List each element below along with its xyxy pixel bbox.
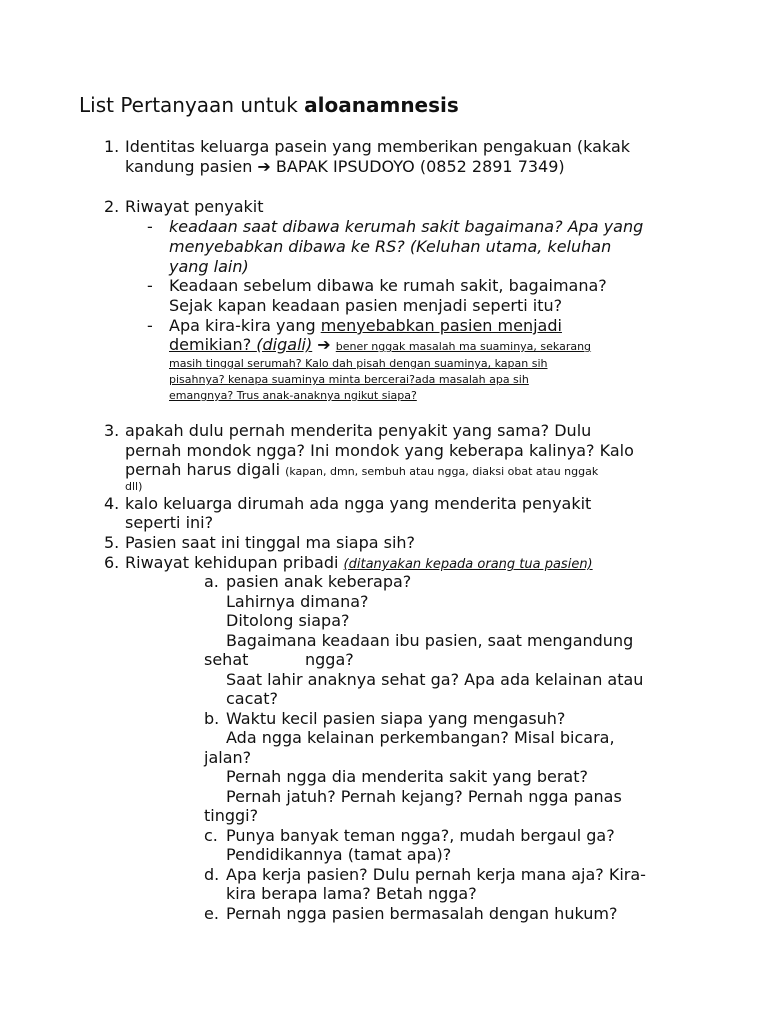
q3-line-2: pernah mondok ngga? Ini mondok yang keberapa kalinya? Kalo	[125, 441, 634, 460]
q6d-line-1: Apa kerja pasien? Dulu pernah kerja mana aja? Kira-	[226, 865, 646, 884]
title-bold: aloanamnesis	[304, 93, 459, 117]
q2-bullet-1-line-1: keadaan saat dibawa kerumah sakit bagaimana? Apa yang	[169, 217, 644, 236]
q4-line-1: kalo keluarga dirumah ada ngga yang menderita penyakit	[125, 494, 592, 513]
q6c-line-2: Pendidikannya (tamat apa)?	[226, 845, 452, 864]
q2-heading: Riwayat penyakit	[125, 197, 264, 216]
q2-bullet-2-line-1: Keadaan sebelum dibawa ke rumah sakit, bagaimana?	[169, 276, 607, 295]
q6a-line-1: pasien anak keberapa?	[226, 572, 412, 591]
q6e-line-1: Pernah ngga pasien bermasalah dengan hukum?	[226, 904, 618, 923]
q6a-line-6: Saat lahir anaknya sehat ga? Apa ada kelainan atau	[226, 670, 644, 689]
q3-line-4: dll)	[125, 480, 143, 493]
q6b-line-5: Pernah jatuh? Pernah kejang? Pernah ngga panas	[226, 787, 622, 806]
item-number-6: 6.	[104, 553, 120, 572]
q6b-line-4: Pernah ngga dia menderita sakit yang berat?	[226, 767, 588, 786]
q2-bullet-2-dash: -	[147, 276, 153, 295]
q1-line-1: Identitas keluarga pasein yang memberikan pengakuan (kakak	[125, 137, 631, 156]
q2-bullet-3-line-3: masih tinggal serumah? Kalo dah pisah dengan suaminya, kapan sih	[169, 357, 548, 370]
sub-letter-e: e.	[204, 904, 219, 923]
item-number-4: 4.	[104, 494, 120, 513]
q2-bullet-3-line-4: pisahnya? kenapa suaminya minta bercerai?ada masalah apa sih	[169, 373, 529, 386]
q5-line-1: Pasien saat ini tinggal ma siapa sih?	[125, 533, 416, 552]
q6c-line-1: Punya banyak teman ngga?, mudah bergaul ga?	[226, 826, 615, 845]
q6b-line-2: Ada ngga kelainan perkembangan? Misal bicara,	[226, 728, 615, 747]
q6a-line-5b: ngga?	[305, 650, 354, 669]
q2-bullet-1-dash: -	[147, 217, 153, 236]
q6b-line-1: Waktu kecil pasien siapa yang mengasuh?	[226, 709, 566, 728]
q2-bullet-3-dash: -	[147, 316, 153, 335]
q2-bullet-1-line-2: menyebabkan dibawa ke RS? (Keluhan utama, keluhan	[169, 237, 612, 256]
item-number-3: 3.	[104, 421, 120, 440]
sub-letter-d: d.	[204, 865, 220, 884]
q6b-line-6: tinggi?	[204, 806, 259, 825]
sub-letter-c: c.	[204, 826, 218, 845]
page-title: List Pertanyaan untuk aloanamnesis	[79, 93, 459, 117]
q2-bullet-1-line-3: yang lain)	[169, 257, 249, 276]
item-number-2: 2.	[104, 197, 120, 216]
q2-bullet-3-line-5: emangnya? Trus anak-anaknya ngikut siapa?	[169, 389, 417, 402]
q6a-line-7: cacat?	[226, 689, 278, 708]
q3-line-3: pernah harus digali (kapan, dmn, sembuh atau ngga, diaksi obat atau nggak	[125, 460, 599, 479]
q3-line-1: apakah dulu pernah menderita penyakit yang sama? Dulu	[125, 421, 592, 440]
item-number-5: 5.	[104, 533, 120, 552]
q6a-line-4: Bagaimana keadaan ibu pasien, saat mengandung	[226, 631, 634, 650]
q6a-line-2: Lahirnya dimana?	[226, 592, 369, 611]
sub-letter-b: b.	[204, 709, 220, 728]
q4-line-2: seperti ini?	[125, 513, 214, 532]
q6b-line-3: jalan?	[204, 748, 252, 767]
q1-line-2: kandung pasien ➔ BAPAK IPSUDOYO (0852 2891 7349)	[125, 157, 565, 176]
q6a-line-5a: sehat	[204, 650, 249, 669]
q6a-line-3: Ditolong siapa?	[226, 611, 350, 630]
sub-letter-a: a.	[204, 572, 219, 591]
item-number-1: 1.	[104, 137, 120, 156]
arrow-icon: ➔	[312, 335, 336, 354]
q2-bullet-3-line-2: demikian? (digali) ➔ bener nggak masalah ma suaminya, sekarang	[169, 335, 592, 354]
q6d-line-2: kira berapa lama? Betah ngga?	[226, 884, 477, 903]
q2-bullet-2-line-2: Sejak kapan keadaan pasien menjadi seperti itu?	[169, 296, 563, 315]
q2-bullet-3-line-1: Apa kira-kira yang menyebabkan pasien menjadi	[169, 316, 562, 335]
q6-line-1: Riwayat kehidupan pribadi (ditanyakan kepada orang tua pasien)	[125, 553, 593, 572]
